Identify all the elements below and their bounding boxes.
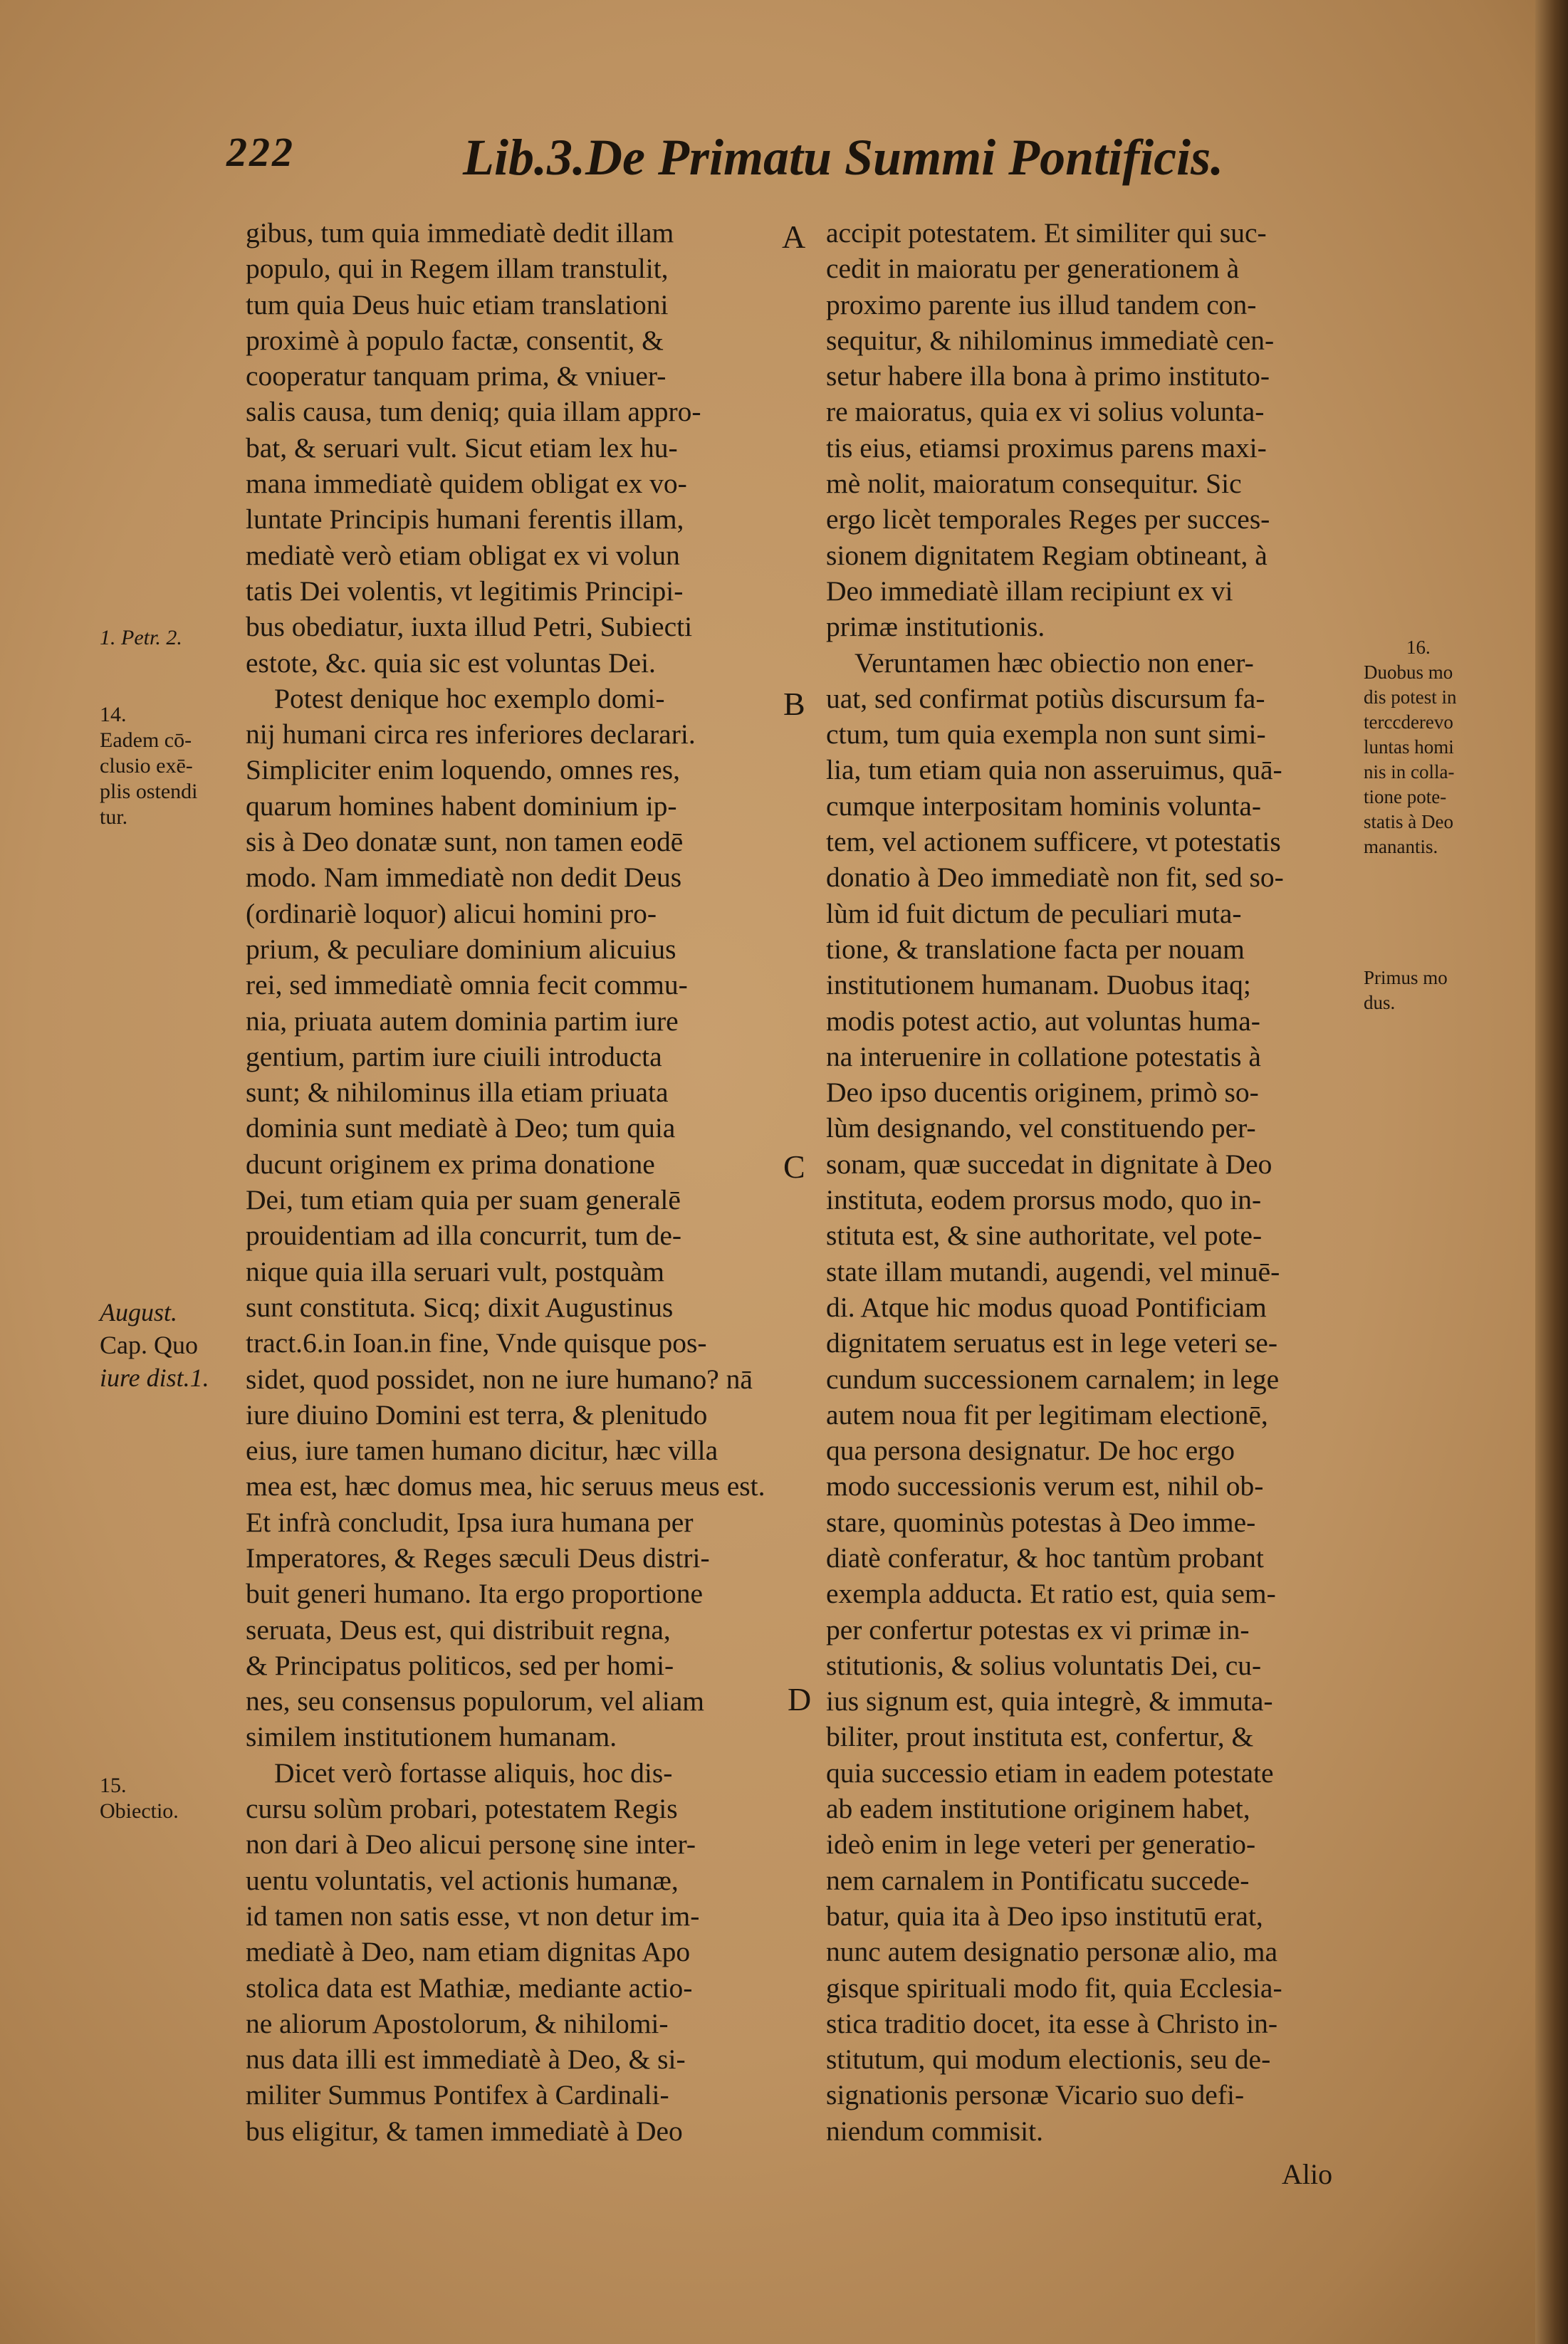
text-line: cooperatur tanquam prima, & vniuer- bbox=[246, 360, 667, 392]
text-line: proximo parente ius illud tandem con- bbox=[826, 288, 1257, 320]
text-line: ergo licèt temporales Reges per succes- bbox=[826, 503, 1270, 535]
text-line: prium, & peculiare dominium alicuius bbox=[246, 933, 676, 965]
text-line: eius, iure tamen humano dicitur, hæc villa bbox=[246, 1435, 718, 1467]
text-line: Veruntamen hæc obiectio non ener- bbox=[854, 647, 1254, 679]
text-line: di. Atque hic modus quoad Pontificiam bbox=[826, 1291, 1267, 1323]
text-line: gentium, partim iure ciuili introducta bbox=[246, 1040, 662, 1072]
text-line: modis potest actio, aut voluntas huma- bbox=[826, 1005, 1260, 1037]
text-line: autem noua fit per legitimam electionē, bbox=[826, 1398, 1268, 1430]
text-line: Deo ipso ducentis originem, primò so- bbox=[826, 1077, 1259, 1109]
text-line: nem carnalem in Pontificatu succede- bbox=[826, 1864, 1250, 1896]
text-line: re maioratus, quia ex vi solius volunta- bbox=[826, 396, 1265, 428]
margin-note-line: nis in colla- bbox=[1364, 761, 1455, 783]
text-line: estote, &c. quia sic est voluntas Dei. bbox=[246, 647, 656, 679]
margin-note-16 bbox=[1364, 635, 1506, 859]
text-line: biliter, prout instituta est, confertur, & bbox=[826, 1721, 1254, 1753]
text-line: donatio à Deo immediatè non fit, sed so- bbox=[826, 862, 1284, 894]
margin-note-line: August. bbox=[100, 1298, 178, 1327]
margin-note-line: 1. Petr. 2. bbox=[100, 626, 182, 649]
text-line: non dari à Deo alicui personę sine inter- bbox=[246, 1828, 696, 1861]
text-line: Imperatores, & Reges sæculi Deus distri- bbox=[246, 1542, 710, 1574]
text-line: ideò enim in lege veteri per generatio- bbox=[826, 1828, 1256, 1861]
text-line: lùm designando, vel constituendo per- bbox=[826, 1112, 1256, 1144]
margin-note-15 bbox=[100, 1773, 235, 1824]
text-line: tract.6.in Ioan.in fine, Vnde quisque pos- bbox=[246, 1327, 707, 1359]
left-text-column bbox=[246, 215, 773, 2149]
margin-note-line: Primus mo bbox=[1364, 967, 1448, 988]
text-line: salis causa, tum deniq; quia illam appro- bbox=[246, 396, 701, 428]
page-gutter-shadow bbox=[1535, 0, 1568, 2344]
text-line: nique quia illa seruari vult, postquàm bbox=[246, 1255, 664, 1287]
text-line: sunt constituta. Sicq; dixit Augustinus bbox=[246, 1291, 674, 1323]
text-line: quarum homines habent dominium ip- bbox=[246, 790, 677, 822]
text-line: ne aliorum Apostolorum, & nihilomi- bbox=[246, 2007, 669, 2039]
margin-note-line: 16. bbox=[1406, 637, 1431, 658]
text-line: signationis personæ Vicario suo defi- bbox=[826, 2079, 1245, 2111]
text-line: stitutum, qui modum electionis, seu de- bbox=[826, 2044, 1271, 2076]
text-line: lùm id fuit dictum de peculiari muta- bbox=[826, 897, 1242, 929]
margin-note-line: tione pote- bbox=[1364, 786, 1447, 807]
text-line: setur habere illa bona à primo instituto- bbox=[826, 360, 1270, 392]
text-line: diatè conferatur, & hoc tantùm probant bbox=[826, 1542, 1264, 1574]
text-line: dominia sunt mediatè à Deo; tum quia bbox=[246, 1112, 676, 1144]
text-line: modo. Nam immediatè non dedit Deus bbox=[246, 862, 682, 894]
text-line: stica traditio docet, ita esse à Christo in- bbox=[826, 2007, 1278, 2039]
text-line: stare, quominùs potestas à Deo imme- bbox=[826, 1506, 1256, 1538]
text-line: ius signum est, quia integrè, & immuta- bbox=[826, 1685, 1273, 1717]
text-line: qua persona designatur. De hoc ergo bbox=[826, 1435, 1235, 1467]
text-line: mana immediatè quidem obligat ex vo- bbox=[246, 468, 687, 500]
text-line: gibus, tum quia immediatè dedit illam bbox=[246, 217, 674, 248]
margin-note-line: dus. bbox=[1364, 992, 1396, 1013]
text-line: mea est, hæc domus mea, hic seruus meus est. bbox=[246, 1470, 765, 1502]
section-letter-d: D bbox=[788, 1681, 812, 1717]
text-line: stitutionis, & solius voluntatis Dei, cu- bbox=[826, 1649, 1262, 1681]
text-line: quia successio etiam in eadem potestate bbox=[826, 1757, 1274, 1789]
text-line: nunc autem designatio personæ alio, ma bbox=[826, 1936, 1278, 1968]
text-line: bat, & seruari vult. Sicut etiam lex hu- bbox=[246, 431, 678, 464]
text-line: rei, sed immediatè omnia fecit commu- bbox=[246, 969, 688, 1001]
right-text-column bbox=[826, 215, 1353, 2149]
text-line: mè nolit, maioratum consequitur. Sic bbox=[826, 468, 1242, 500]
text-line: ab eadem institutione originem habet, bbox=[826, 1793, 1250, 1825]
text-line: institutionem humanam. Duobus itaq; bbox=[826, 969, 1251, 1001]
section-letter-c: C bbox=[783, 1149, 805, 1185]
text-line: niendum commisit. bbox=[826, 2115, 1044, 2147]
margin-note-line: statis à Deo bbox=[1364, 811, 1453, 832]
text-line: uentu voluntatis, vel actionis humanæ, bbox=[246, 1864, 679, 1896]
text-line: modo successionis verum est, nihil ob- bbox=[826, 1470, 1264, 1502]
text-line: Et infrà concludit, Ipsa iura humana per bbox=[246, 1506, 694, 1538]
text-line: tem, vel actionem sufficere, vt potestatis bbox=[826, 826, 1281, 858]
text-line: nus data illi est immediatè à Deo, & si- bbox=[246, 2044, 686, 2076]
margin-note-augustine bbox=[100, 1296, 235, 1394]
text-line: sequitur, & nihilominus immediatè cen- bbox=[826, 324, 1275, 356]
text-line: similem institutionem humanam. bbox=[246, 1721, 617, 1753]
text-line: tum quia Deus huic etiam translationi bbox=[246, 288, 669, 320]
text-line: cundum successionem carnalem; in lege bbox=[826, 1363, 1280, 1395]
text-line: state illam mutandi, augendi, vel minuē- bbox=[826, 1255, 1280, 1287]
text-line: sis à Deo donatæ sunt, non tamen eodē bbox=[246, 826, 684, 858]
text-line: sonam, quæ succedat in dignitate à Deo bbox=[826, 1148, 1272, 1180]
text-line: cursu solùm probari, potestatem Regis bbox=[246, 1793, 678, 1825]
margin-note-line: Duobus mo bbox=[1364, 661, 1453, 683]
text-line: cumque interpositam hominis volunta- bbox=[826, 790, 1262, 822]
text-line: instituta, eodem prorsus modo, quo in- bbox=[826, 1184, 1262, 1216]
text-line: bus obediatur, iuxta illud Petri, Subiecti bbox=[246, 611, 693, 643]
text-line: cedit in maioratu per generationem à bbox=[826, 253, 1240, 285]
text-line: primæ institutionis. bbox=[826, 611, 1045, 643]
text-line: & Principatus politicos, sed per homi- bbox=[246, 1649, 674, 1681]
text-line: Dicet verò fortasse aliquis, hoc dis- bbox=[274, 1757, 673, 1789]
text-line: Dei, tum etiam quia per suam generalē bbox=[246, 1184, 681, 1216]
text-line: tione, & translatione facta per nouam bbox=[826, 933, 1245, 965]
text-line: bus eligitur, & tamen immediatè à Deo bbox=[246, 2115, 683, 2147]
text-line: mediatè verò etiam obligat ex vi volun bbox=[246, 539, 680, 571]
page-number: 222 bbox=[226, 129, 295, 175]
text-line: luntate Principis humani ferentis illam, bbox=[246, 503, 684, 535]
margin-note-line: 15. bbox=[100, 1774, 127, 1797]
margin-note-petr bbox=[100, 625, 235, 651]
text-line: Simpliciter enim loquendo, omnes res, bbox=[246, 754, 680, 786]
text-line: sidet, quod possidet, non ne iure humano? nā bbox=[246, 1363, 753, 1395]
margin-note-line: tur. bbox=[100, 805, 128, 829]
text-line: id tamen non satis esse, vt non detur im- bbox=[246, 1900, 700, 1932]
running-head: Lib.3.De Primatu Summi Pontificis. bbox=[463, 129, 1224, 186]
text-line: ducunt originem ex prima donatione bbox=[246, 1148, 655, 1180]
text-line: na interuenire in collatione potestatis à bbox=[826, 1040, 1261, 1072]
text-line: Potest denique hoc exemplo domi- bbox=[274, 682, 665, 714]
margin-note-line: clusio exē- bbox=[100, 754, 193, 778]
margin-note-line: luntas homi bbox=[1364, 736, 1454, 758]
margin-note-line: 14. bbox=[100, 703, 127, 726]
text-line: gisque spirituali modo fit, quia Ecclesia- bbox=[826, 1972, 1282, 2004]
text-line: buit generi humano. Ita ergo proportione bbox=[246, 1578, 704, 1610]
text-line: stituta est, & sine authoritate, vel pote- bbox=[826, 1220, 1263, 1252]
text-line: nij humani circa res inferiores declarari. bbox=[246, 718, 696, 750]
text-line: lia, tum etiam quia non asseruimus, quā- bbox=[826, 754, 1282, 786]
text-line: sionem dignitatem Regiam obtineant, à bbox=[826, 539, 1268, 571]
text-line: iure diuino Domini est terra, & plenitudo bbox=[246, 1398, 708, 1430]
margin-note-line: manantis. bbox=[1364, 836, 1438, 857]
text-line: tatis Dei volentis, vt legitimis Principi- bbox=[246, 575, 684, 607]
margin-note-line: plis ostendi bbox=[100, 780, 198, 803]
text-line: proximè à populo factæ, consentit, & bbox=[246, 324, 664, 356]
catchword: Alio bbox=[1282, 2158, 1333, 2190]
section-letter-b: B bbox=[783, 686, 805, 722]
margin-note-line: Eadem cō- bbox=[100, 728, 192, 752]
text-line: dignitatem seruatus est in lege veteri se- bbox=[826, 1327, 1277, 1359]
text-line: prouidentiam ad illa concurrit, tum de- bbox=[246, 1220, 682, 1252]
text-line: sunt; & nihilominus illa etiam priuata bbox=[246, 1077, 669, 1109]
text-line: accipit potestatem. Et similiter qui suc- bbox=[826, 217, 1267, 248]
margin-note-line: terccderevo bbox=[1364, 711, 1453, 733]
margin-note-line: Cap. Quo bbox=[100, 1331, 198, 1359]
text-line: mediatè à Deo, nam etiam dignitas Apo bbox=[246, 1936, 691, 1968]
text-line: militer Summus Pontifex à Cardinali- bbox=[246, 2079, 669, 2111]
margin-note-primus bbox=[1364, 966, 1506, 1015]
text-line: batur, quia ita à Deo ipso institutū erat, bbox=[826, 1900, 1263, 1932]
text-line: per confertur potestas ex vi primæ in- bbox=[826, 1613, 1250, 1645]
text-line: exempla adducta. Et ratio est, quia sem- bbox=[826, 1578, 1276, 1610]
text-line: tis eius, etiamsi proximus parens maxi- bbox=[826, 431, 1267, 464]
margin-note-line: iure dist.1. bbox=[100, 1364, 209, 1392]
margin-note-14 bbox=[100, 702, 235, 830]
text-line: populo, qui in Regem illam transtulit, bbox=[246, 253, 669, 285]
text-line: ctum, tum quia exempla non sunt simi- bbox=[826, 718, 1266, 750]
section-letter-a: A bbox=[782, 219, 806, 255]
text-line: seruata, Deus est, qui distribuit regna, bbox=[246, 1613, 671, 1645]
text-line: uat, sed confirmat potiùs discursum fa- bbox=[826, 682, 1265, 714]
text-line: nes, seu consensus populorum, vel aliam bbox=[246, 1685, 704, 1717]
text-line: (ordinariè loquor) alicui homini pro- bbox=[246, 897, 657, 929]
text-line: nia, priuata autem dominia partim iure bbox=[246, 1005, 679, 1037]
margin-note-line: Obiectio. bbox=[100, 1799, 179, 1823]
margin-note-line: dis potest in bbox=[1364, 686, 1457, 708]
text-line: stolica data est Mathiæ, mediante actio- bbox=[246, 1972, 693, 2004]
text-line: Deo immediatè illam recipiunt ex vi bbox=[826, 575, 1233, 607]
